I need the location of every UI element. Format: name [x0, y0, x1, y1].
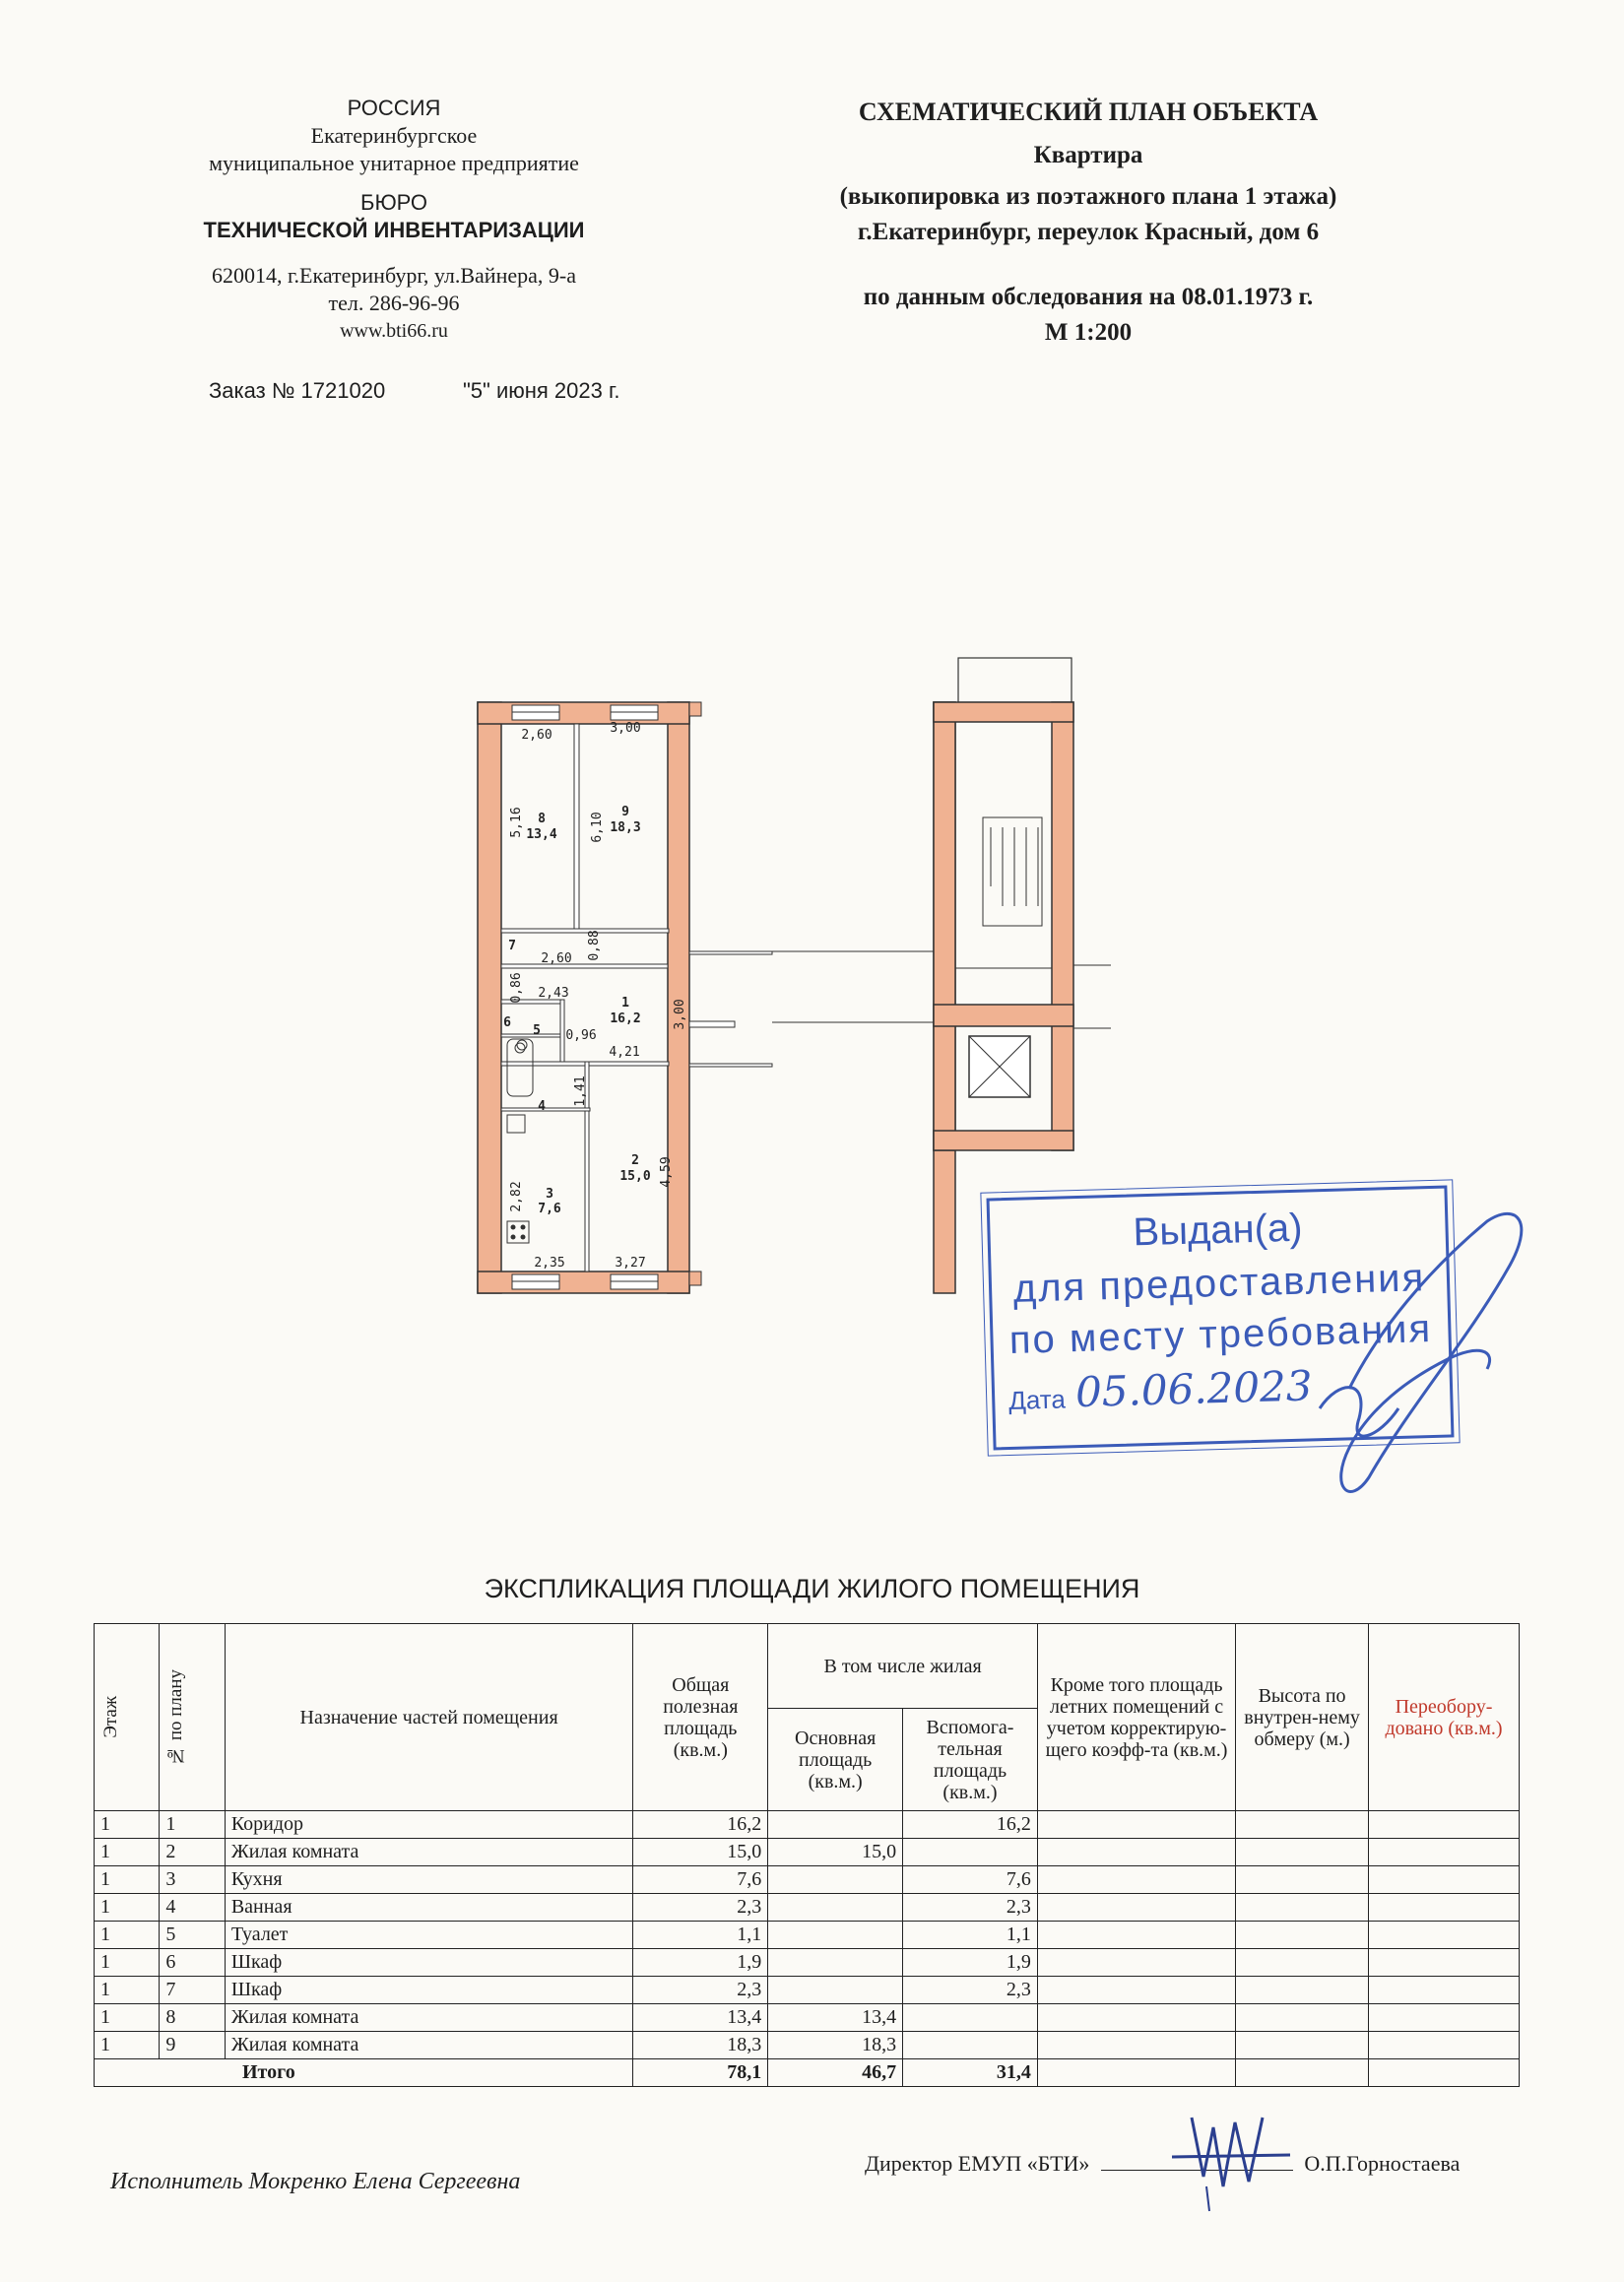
dim-2-width: 3,27 [615, 1256, 646, 1271]
bureau-line-1: БЮРО [360, 190, 427, 215]
plan-labels [503, 721, 687, 1271]
room-area-9: 18,3 [610, 820, 641, 835]
object-address: г.Екатеринбург, переулок Красный, дом 6 [857, 219, 1320, 245]
table-row: 1 3 Кухня 7,6 7,6 [95, 1866, 1520, 1894]
dim-8-length: 5,16 [509, 807, 524, 838]
total-area: 78,1 [633, 2059, 768, 2087]
dim-corridor-a: 2,43 [538, 986, 569, 1001]
dim-7-width: 2,60 [541, 951, 572, 966]
room-area-1: 16,2 [610, 1011, 641, 1026]
order-date: "5" июня 2023 г. [463, 378, 620, 403]
room-no-6: 6 [503, 1015, 511, 1030]
room-no-9: 9 [621, 805, 629, 819]
col-height: Высота по внутрен-нему обмеру (м.) [1236, 1624, 1369, 1811]
table-row: 1 7 Шкаф 2,3 2,3 [95, 1977, 1520, 2004]
col-reequipped: Переобору-довано (кв.м.) [1369, 1624, 1520, 1811]
room-area-2: 15,0 [619, 1169, 651, 1184]
table-row: 1 9 Жилая комната 18,3 18,3 [95, 2032, 1520, 2059]
director-signature [1152, 2098, 1320, 2216]
room-no-3: 3 [546, 1187, 553, 1202]
dim-2-length: 4,59 [659, 1156, 674, 1188]
room-area-3: 7,6 [538, 1202, 561, 1216]
dim-6-depth: 0,86 [509, 972, 524, 1004]
org-line-2: муниципальное унитарное предприятие [209, 151, 579, 175]
room-area-8: 13,4 [526, 827, 557, 842]
explication-table [94, 1623, 1520, 2087]
total-aux: 31,4 [903, 2059, 1038, 2087]
survey-date: по данным обследования на 08.01.1973 г. [863, 284, 1314, 310]
dim-corridor-b: 0,96 [565, 1028, 597, 1043]
dim-9-width: 3,00 [610, 721, 641, 736]
dim-7-depth: 0,88 [587, 930, 602, 961]
bti-header [138, 95, 650, 345]
table-row: 1 1 Коридор 16,2 16,2 [95, 1811, 1520, 1839]
col-plan-no: № по плану [160, 1624, 225, 1811]
stamp-signature [1290, 1182, 1546, 1507]
order-number: Заказ № 1721020 [209, 378, 386, 403]
bureau-site: www.bti66.ru [340, 320, 448, 342]
total-row [95, 2059, 1520, 2087]
bureau-phone: тел. 286-96-96 [328, 291, 460, 315]
extract-note: (выкопировка из поэтажного плана 1 этажа) [839, 183, 1337, 210]
col-summer-area: Кроме того площадь летних помещений с учетом корректирую-щего коэфф-та (кв.м.) [1037, 1624, 1235, 1811]
stamp-line-2: для предоставления [1012, 1256, 1426, 1311]
executor: Исполнитель Мокренко Елена Сергеевна [110, 2169, 521, 2194]
table-row: 1 2 Жилая комната 15,0 15,0 [95, 1839, 1520, 1866]
explication-title: ЭКСПЛИКАЦИЯ ПЛОЩАДИ ЖИЛОГО ПОМЕЩЕНИЯ [484, 1574, 1140, 1603]
room-no-5: 5 [533, 1023, 541, 1038]
bureau-address: 620014, г.Екатеринбург, ул.Вайнера, 9-а [212, 263, 576, 288]
dim-bath-depth: 1,41 [573, 1076, 588, 1107]
stamp-line-3: по месту требования [1008, 1307, 1433, 1362]
dim-3-length: 2,82 [509, 1181, 524, 1212]
plan-title: СХЕМАТИЧЕСКИЙ ПЛАН ОБЪЕКТА [858, 98, 1319, 126]
total-label: Итого [95, 2059, 633, 2087]
col-main-area: Основная площадь (кв.м.) [768, 1709, 903, 1811]
org-line-1: Екатеринбургское [310, 123, 478, 148]
col-total-area: Общая полезная площадь (кв.м.) [633, 1624, 768, 1811]
room-no-7: 7 [508, 939, 516, 953]
total-main: 46,7 [768, 2059, 903, 2087]
dim-corridor-depth: 3,00 [673, 999, 687, 1030]
dim-8-width: 2,60 [521, 728, 552, 743]
room-no-4: 4 [538, 1099, 546, 1114]
plan-header [758, 95, 1418, 351]
table-row: 1 4 Ванная 2,3 2,3 [95, 1894, 1520, 1922]
table-row: 1 8 Жилая комната 13,4 13,4 [95, 2004, 1520, 2032]
director-name: О.П.Горностаева [1304, 2151, 1461, 2176]
dim-corridor-length: 4,21 [609, 1045, 640, 1060]
col-aux-area: Вспомога-тельная площадь (кв.м.) [903, 1709, 1038, 1811]
stamp-date-label: Дата [1007, 1384, 1067, 1416]
dim-9-length: 6,10 [590, 812, 605, 843]
object-type: Квартира [1033, 142, 1143, 168]
col-living-group: В том числе жилая [768, 1624, 1038, 1709]
room-no-8: 8 [538, 812, 546, 826]
stamp-date-value: 05.06.2023 [1074, 1361, 1314, 1417]
room-no-1: 1 [621, 996, 629, 1011]
room-no-2: 2 [631, 1153, 639, 1168]
dim-3-width: 2,35 [534, 1256, 565, 1271]
plan-scale: М 1:200 [1044, 319, 1133, 346]
col-purpose: Назначение частей помещения [225, 1624, 633, 1811]
table-row: 1 5 Туалет 1,1 1,1 [95, 1922, 1520, 1949]
stamp-line-1: Выдан(а) [1132, 1206, 1304, 1255]
country: РОССИЯ [347, 96, 441, 120]
director-title: Директор ЕМУП «БТИ» [865, 2151, 1090, 2176]
order-line [209, 378, 622, 404]
table-row: 1 6 Шкаф 1,9 1,9 [95, 1949, 1520, 1977]
bureau-line-2: ТЕХНИЧЕСКОЙ ИНВЕНТАРИЗАЦИИ [203, 218, 585, 242]
col-floor: Этаж [95, 1624, 160, 1811]
